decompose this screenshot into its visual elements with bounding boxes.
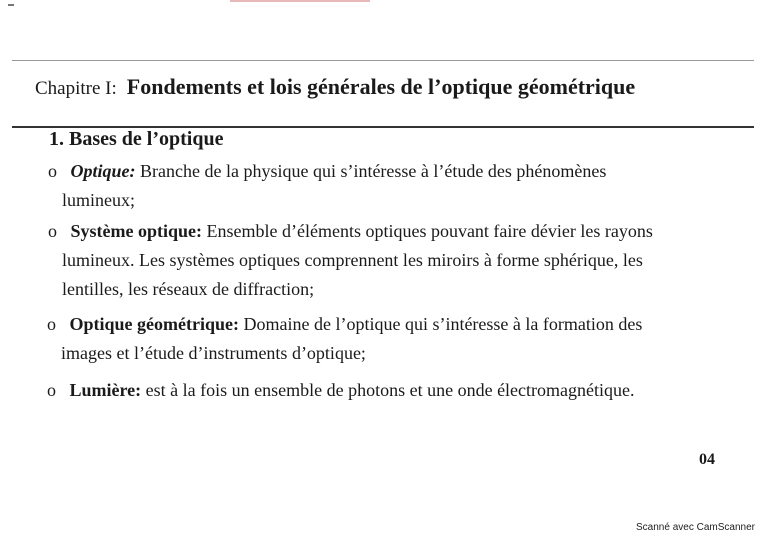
scanner-watermark: Scanné avec CamScanner [636, 522, 755, 533]
definition-text-line: Domaine de l’optique qui s’intéresse à la formation des [243, 314, 643, 334]
definition-term: Lumière: [69, 380, 142, 400]
definition-term: Optique: [70, 161, 136, 181]
definition-term: Optique géométrique: [69, 314, 239, 334]
bullet-marker: o [48, 161, 57, 181]
header-top-rule [12, 60, 754, 61]
chapter-label: Chapitre I: [35, 78, 117, 99]
definition-item-systeme-optique [48, 217, 748, 304]
page-number: 04 [699, 451, 715, 468]
bullet-marker: o [47, 380, 56, 400]
definition-term: Système optique: [70, 221, 202, 241]
definition-text-line: images et l’étude d’instruments d’optique; [61, 343, 366, 363]
bullet-marker: o [48, 221, 57, 241]
definition-text-line: lumineux; [62, 190, 135, 210]
chapter-header [35, 74, 635, 100]
definition-item-lumiere [47, 376, 747, 405]
definition-text-line: lumineux. Les systèmes optiques comprennent les miroirs à forme sphérique, les [62, 250, 643, 270]
scan-artifact-edge [230, 0, 370, 2]
definition-text-line: est à la fois un ensemble de photons et une onde électromagnétique. [145, 380, 635, 400]
scan-artifact-mark [8, 4, 14, 6]
definition-text-line: lentilles, les réseaux de diffraction; [62, 279, 315, 299]
bullet-marker: o [47, 314, 56, 334]
definition-text-line: Branche de la physique qui s’intéresse à l’étude des phénomènes [140, 161, 607, 181]
definition-item-optique-geometrique [47, 310, 747, 368]
definition-text-line: Ensemble d’éléments optiques pouvant faire dévier les rayons [206, 221, 653, 241]
chapter-title: Fondements et lois générales de l’optique géométrique [126, 74, 636, 99]
section-heading: 1. Bases de l’optique [49, 128, 224, 150]
definition-item-optique [48, 157, 698, 215]
